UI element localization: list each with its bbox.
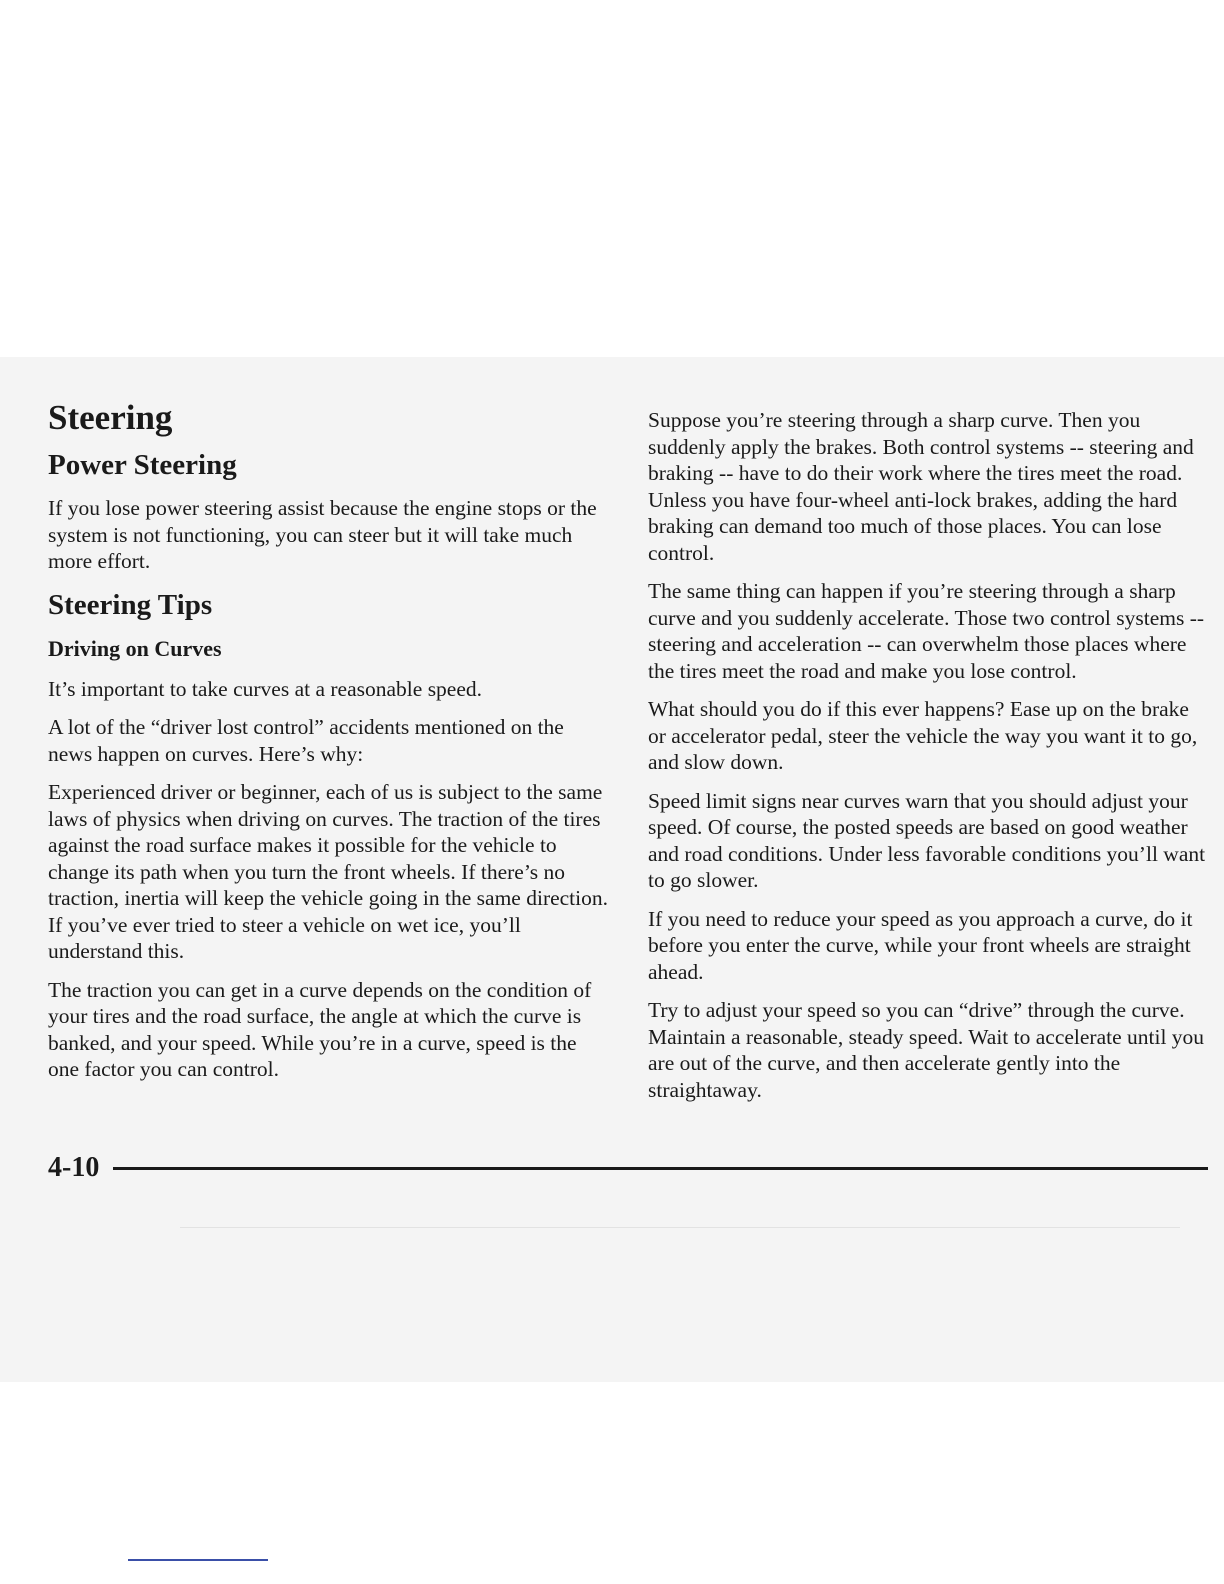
paragraph: Experienced driver or beginner, each of us is subject to the same laws of physics when driving on curves. The traction of the tires against the road surface makes it possible for the vehicle to change its path when you turn the front wheels. If there’s no traction, inertia will keep the vehicle going in the same direction. If you’ve ever tried to steer a vehicle on wet ice, you’ll understand this. [48, 780, 609, 964]
paragraph: The same thing can happen if you’re steering through a sharp curve and you suddenly accelerate. Those two control systems -- steering and acceleration -- can overwhelm those places where the tires meet the road and make you lose control. [648, 579, 1205, 683]
power-steering-heading: Power Steering [48, 449, 237, 481]
link-underline [128, 1559, 268, 1561]
section-title: Steering [48, 398, 173, 437]
scan-divider [180, 1227, 1180, 1228]
steering-tips-heading: Steering Tips [48, 588, 213, 621]
page-number: 4-10 [48, 1152, 100, 1183]
left-column [48, 397, 608, 1095]
driving-on-curves-subheading: Driving on Curves [48, 636, 222, 661]
paragraph: What should you do if this ever happens? Ease up on the brake or accelerator pedal, steer the vehicle the way you want it to go, and slow down. [648, 697, 1198, 774]
paragraph: The traction you can get in a curve depends on the condition of your tires and the road surface, the angle at which the curve is banked, and your speed. While you’re in a curve, speed is the one factor you can control. [48, 977, 592, 1082]
page-content [0, 357, 1224, 1382]
page-footer [48, 1152, 1208, 1184]
footer-rule [113, 1167, 1208, 1170]
paragraph: Try to adjust your speed so you can “drive” through the curve. Maintain a reasonable, steady speed. Wait to accelerate until you are out of the curve, and then accelerate gently into the straightaway. [648, 998, 1205, 1102]
paragraph: It’s important to take curves at a reasonable speed. [48, 676, 483, 701]
paragraph: If you need to reduce your speed as you approach a curve, do it before you enter the curve, while your front wheels are straight ahead. [648, 906, 1193, 984]
paragraph: Suppose you’re steering through a sharp curve. Then you suddenly apply the brakes. Both control systems -- steering and braking -- have to do their work where the tires meet the road. Unless you have four-wheel anti-lock brakes, adding the hard braking can demand too much of those places. You can lose control. [648, 408, 1194, 565]
paragraph: A lot of the “driver lost control” accidents mentioned on the news happen on curves. Here’s why: [48, 715, 564, 766]
paragraph: Speed limit signs near curves warn that you should adjust your speed. Of course, the posted speeds are based on good weather and road conditions. Under less favorable conditions you’ll want to go slower. [648, 788, 1206, 892]
right-column [648, 407, 1208, 1115]
power-steering-paragraph: If you lose power steering assist because the engine stops or the system is not functioning, you can steer but it will take much more effort. [48, 496, 597, 574]
